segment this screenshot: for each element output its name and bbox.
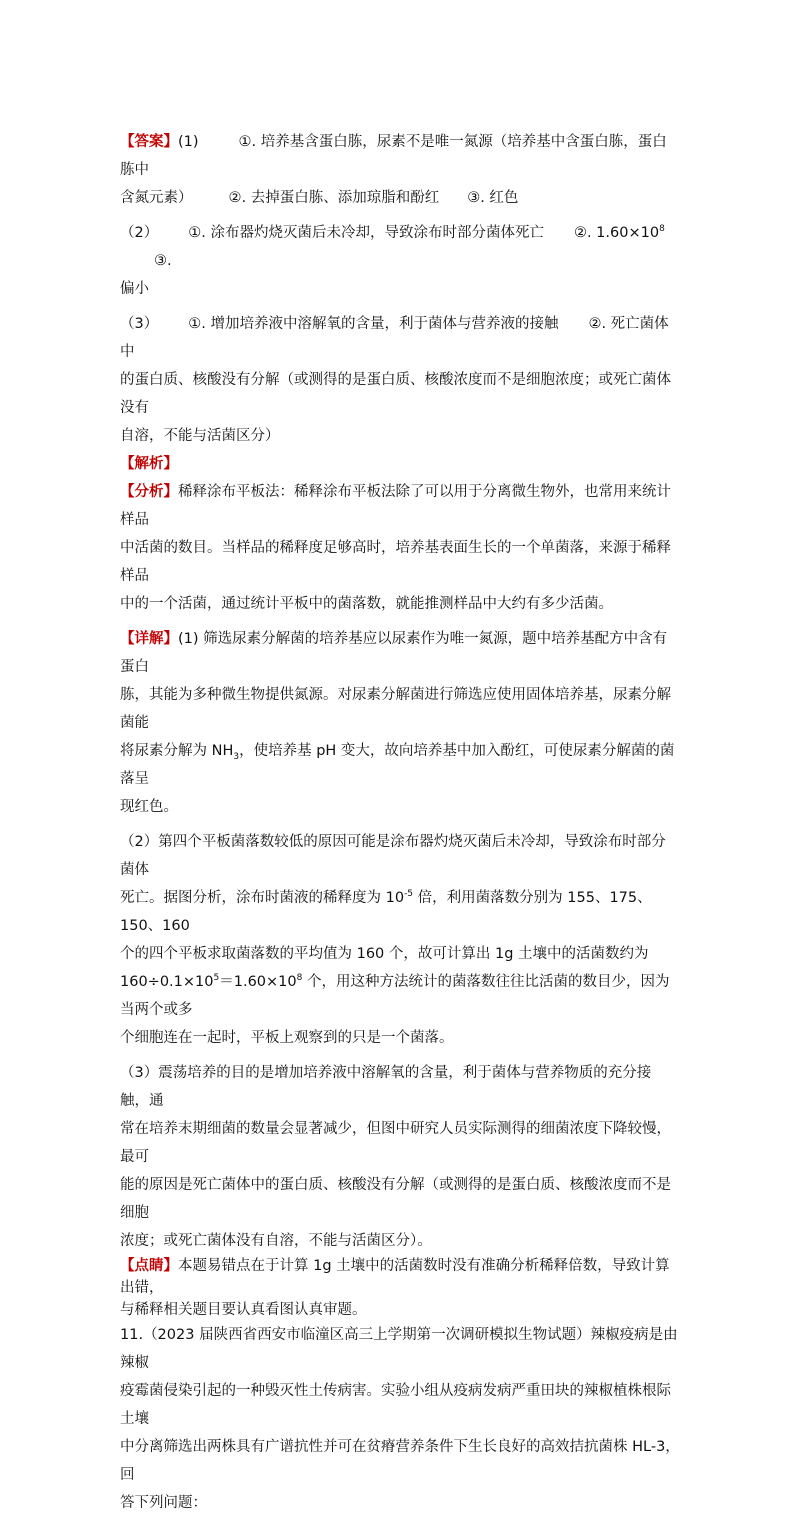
detail-1-text-3b: ，使培养基 pH 变大，故向培养基中加入酚红，可使尿素分解菌的菌落呈 (120, 743, 675, 787)
question-11-text-1: （2023 届陕西省西安市临潼区高三上学期第一次调研模拟生物试题）辣椒疫病是由辣椒 (120, 1327, 678, 1371)
answer-part-1-item-1-cont: 含氮元素） (120, 190, 193, 206)
dilution-exponent: -5 (404, 889, 414, 900)
detail-2-formula-b: ＝1.60×10 (219, 974, 297, 990)
answer-line-6: 的蛋白质、核酸没有分解（或测得的是蛋白质、核酸浓度而不是细胞浓度；或死亡菌体没有 (120, 372, 671, 416)
fenxi-text-1: 稀释涂布平板法：稀释涂布平板法除了可以用于分离微生物外，也常用来统计样品 (120, 484, 671, 528)
answer-part-1-item-1: ①. 培养基含蛋白胨，尿素不是唯一氮源（培养基中含蛋白胨，蛋白胨中 (120, 134, 667, 178)
answer-part-1-item-3: ③. 红色 (467, 190, 519, 206)
answer-part-2-number: （2） (120, 225, 159, 241)
answer-part-2-item-3-value: 偏小 (120, 281, 149, 297)
question-11-line-4: 答下列问题： (120, 1495, 207, 1511)
xiangjie-tag: 【详解】 (120, 631, 178, 647)
detail-3-line-3: 能的原因是死亡菌体中的蛋白质、核酸没有分解（或测得的是蛋白质、核酸浓度而不是细胞 (120, 1177, 671, 1221)
answer-line-5 (120, 310, 680, 366)
answer-part-3-number: （3） (120, 316, 159, 332)
dianjing-line-2: 与稀释相关题目要认真看图认真审题。 (120, 1302, 367, 1318)
analysis-tag: 【解析】 (120, 456, 178, 472)
formula-exponent-1: 5 (213, 973, 220, 984)
answer-part-2-item-3: ③. (154, 253, 172, 269)
detail-1-line-1 (120, 625, 680, 681)
nh3-subscript: 3 (233, 751, 240, 762)
answer-line-4 (120, 275, 680, 303)
detail-2-line-1: （2）第四个平板菌落数较低的原因可能是涂布器灼烧灭菌后未冷却，导致涂布时部分菌体 (120, 834, 666, 878)
answer-part-2-item-2-exp: 8 (659, 224, 665, 235)
detail-2-text-4c: 个，用这种方法统计的菌落数往往比活菌的数目少，因为当两个或多 (120, 974, 670, 1018)
detail-2-text-2b: 倍，利用菌落数分别为 155、175、150、160 (120, 890, 652, 934)
analysis-fenxi-line-1 (120, 478, 680, 534)
detail-1-line-4: 现红色。 (120, 799, 178, 815)
dianjing-line-1 (120, 1255, 680, 1299)
formula-exponent-2: 8 (296, 973, 303, 984)
answer-line-7: 自溶，不能与活菌区分） (120, 428, 280, 444)
question-11-line-1 (120, 1321, 680, 1377)
detail-1-line-3 (120, 737, 680, 793)
answer-line-1 (120, 128, 680, 184)
detail-3-line-1: （3）震荡培养的目的是增加培养液中溶解氧的含量，利于菌体与营养物质的充分接触，通 (120, 1065, 652, 1109)
detail-1-text-1: (1) 筛选尿素分解菌的培养基应以尿素作为唯一氮源，题中培养基配方中含有蛋白 (120, 631, 668, 675)
analysis-heading (120, 450, 680, 478)
detail-2-text-2a: 死亡。据图分析，涂布时菌液的稀释度为 10 (120, 890, 405, 906)
analysis-fenxi-line-2: 中活菌的数目。当样品的稀释度足够高时，培养基表面生长的一个单菌落，来源于稀释样品 (120, 540, 671, 584)
answer-part-1-item-2: ②. 去掉蛋白胨、添加琼脂和酚红 (228, 190, 440, 206)
answer-part-2-item-2 (574, 225, 665, 241)
fenxi-tag: 【分析】 (120, 484, 178, 500)
answer-part-1-number: (1) (178, 134, 199, 150)
answer-part-2-item-2-base: ②. 1.60×10 (573, 225, 660, 241)
analysis-fenxi-line-3: 中的一个活菌，通过统计平板中的菌落数，就能推测样品中大约有多少活菌。 (120, 596, 613, 612)
question-11-line-2: 疫霉菌侵染引起的一种毁灭性土传病害。实验小组从疫病发病严重田块的辣椒植株根际土壤 (120, 1383, 671, 1427)
answer-part-2-item-1: ①. 涂布器灼烧灭菌后未冷却，导致涂布时部分菌体死亡 (188, 225, 544, 241)
answer-line-3 (120, 219, 680, 275)
question-11-line-3: 中分离筛选出两株具有广谱抗性并可在贫瘠营养条件下生长良好的高效拮抗菌株 HL-3，回 (120, 1439, 680, 1483)
dianjing-tag: 【点睛】 (120, 1258, 178, 1274)
question-number: 11. (120, 1327, 144, 1343)
answer-part-3-item-1: ①. 增加培养液中溶解氧的含量，利于菌体与营养液的接触 (188, 316, 559, 332)
document-body (120, 128, 680, 1517)
detail-2-line-3: 个的四个平板求取菌落数的平均值为 160 个，故可计算出 1g 土壤中的活菌数约为 (120, 946, 649, 962)
detail-3-line-4: 浓度；或死亡菌体没有自溶，不能与活菌区分）。 (120, 1233, 432, 1249)
detail-1-line-2: 胨，其能为多种微生物提供氮源。对尿素分解菌进行筛选应使用固体培养基，尿素分解菌能 (120, 687, 671, 731)
detail-2-line-5: 个细胞连在一起时，平板上观察到的只是一个菌落。 (120, 1030, 454, 1046)
detail-2-line-2 (120, 884, 680, 940)
dianjing-text-1: 本题易错点在于计算 1g 土壤中的活菌数时没有准确分析稀释倍数，导致计算出错， (120, 1258, 670, 1296)
detail-3-line-2: 常在培养末期细菌的数量会显著减少，但图中研究人员实际测得的细菌浓度下降较慢，最可 (120, 1121, 671, 1165)
answer-line-2 (120, 184, 680, 212)
detail-2-formula-a: 160÷0.1×10 (120, 974, 214, 990)
detail-2-line-4 (120, 968, 680, 1024)
detail-1-text-3a: 将尿素分解为 NH (120, 743, 234, 759)
answer-part-3-item-2: ②. 死亡菌体中 (120, 316, 669, 360)
answer-tag: 【答案】 (120, 134, 178, 150)
